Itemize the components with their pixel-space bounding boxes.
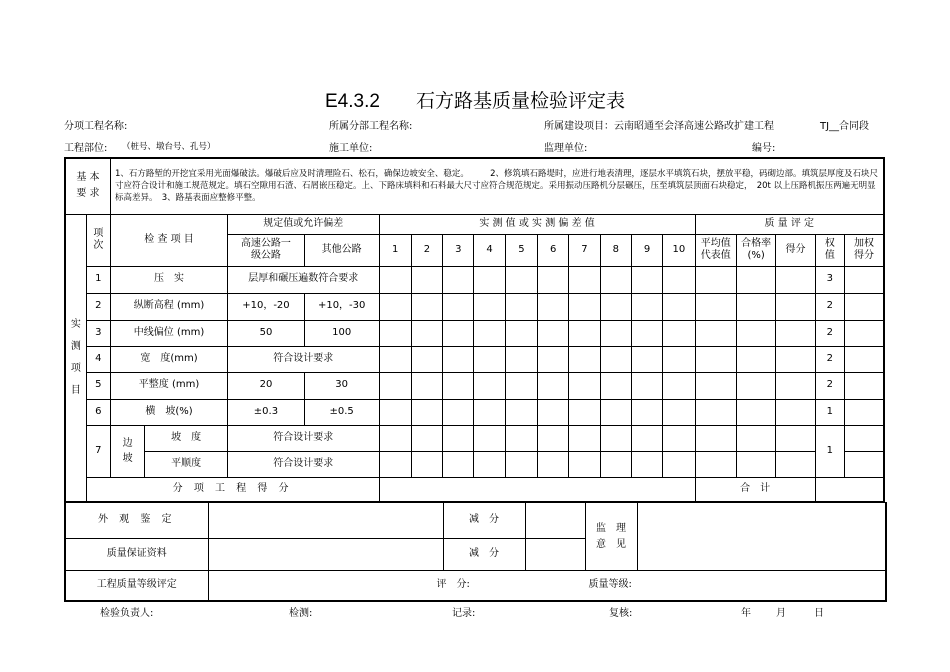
row-no: 6 bbox=[86, 399, 110, 425]
row-highway: 50 bbox=[228, 320, 305, 346]
row-other: 30 bbox=[304, 372, 379, 399]
division-label: 所属分部工程名称: bbox=[329, 121, 413, 132]
avg-header: 平均值代表值 bbox=[695, 234, 736, 266]
row-other: ±0.5 bbox=[304, 399, 379, 425]
evaluation-table bbox=[64, 502, 887, 602]
row-item: 纵断高程 (mm) bbox=[110, 293, 227, 320]
point-header: 2 bbox=[411, 234, 442, 266]
basic-req-label: 基 本 要 求 bbox=[65, 158, 110, 214]
contract-section: TJ__合同段 bbox=[820, 121, 870, 132]
pass-rate-header: 合格率(%) bbox=[736, 234, 775, 266]
quality-grade-label: 质量等级: bbox=[588, 579, 632, 590]
construction-project: 所属建设项目：云南昭通至会泽高速公路改扩建工程 bbox=[544, 121, 774, 132]
row-highway: 20 bbox=[228, 372, 305, 399]
page-title bbox=[0, 86, 950, 113]
point-header: 7 bbox=[569, 234, 600, 266]
deduct-label: 减 分 bbox=[443, 539, 525, 571]
row-item: 中线偏位 (mm) bbox=[110, 320, 227, 346]
row-spec: 符合设计要求 bbox=[228, 346, 379, 372]
test-label: 检测: bbox=[289, 608, 313, 619]
row-item: 宽 度(mm) bbox=[110, 346, 227, 372]
row-item: 平整度 (mm) bbox=[110, 372, 227, 399]
inspector-label: 检验负责人: bbox=[100, 608, 154, 619]
highway-header: 高速公路一级公路 bbox=[228, 234, 305, 266]
point-header: 6 bbox=[538, 234, 569, 266]
row-weight: 2 bbox=[815, 293, 844, 320]
month-label: 月 bbox=[776, 608, 786, 619]
grade-label: 工程质量等级评定 bbox=[65, 571, 208, 601]
row-item: 横 坡(%) bbox=[110, 399, 227, 425]
form-code: E4.3.2 bbox=[325, 91, 380, 112]
point-header: 1 bbox=[379, 234, 411, 266]
row-highway: ±0.3 bbox=[228, 399, 305, 425]
record-label: 记录: bbox=[452, 608, 476, 619]
measured-header: 实 测 值 或 实 测 偏 差 值 bbox=[379, 214, 695, 234]
supervisor-label: 监理单位: bbox=[544, 143, 588, 154]
row-item: 平顺度 bbox=[145, 451, 228, 477]
row-weight: 1 bbox=[815, 399, 844, 425]
row-weight: 2 bbox=[815, 320, 844, 346]
row-spec: 符合设计要求 bbox=[228, 451, 379, 477]
rating-label: 评 分: bbox=[436, 579, 470, 590]
check-item-header: 检 查 项 目 bbox=[110, 214, 227, 266]
weight-header: 权值 bbox=[815, 234, 844, 266]
point-header: 3 bbox=[443, 234, 474, 266]
other-road-header: 其他公路 bbox=[304, 234, 379, 266]
subtotal-label: 分 项 工 程 得 分 bbox=[86, 477, 379, 502]
spec-header: 规定值或允许偏差 bbox=[228, 214, 379, 234]
appearance-label: 外 观 鉴 定 bbox=[65, 503, 208, 539]
point-header: 8 bbox=[600, 234, 631, 266]
item-no-header: 项次 bbox=[86, 214, 110, 266]
location-hint: （桩号、墩台号、孔号） bbox=[122, 142, 216, 152]
review-label: 复核: bbox=[609, 608, 633, 619]
qa-docs-label: 质量保证资料 bbox=[65, 539, 208, 571]
contractor-label: 施工单位: bbox=[329, 143, 373, 154]
score-header: 得分 bbox=[776, 234, 815, 266]
total-label: 合 计 bbox=[695, 477, 815, 502]
sub-project-label: 分项工程名称: bbox=[64, 121, 128, 132]
weighted-header: 加权得分 bbox=[844, 234, 884, 266]
measured-items-label: 实 测 项 目 bbox=[65, 214, 86, 502]
point-header: 9 bbox=[631, 234, 662, 266]
row-no: 3 bbox=[86, 320, 110, 346]
location-label: 工程部位: bbox=[64, 143, 108, 154]
row-no: 5 bbox=[86, 372, 110, 399]
row-no: 7 bbox=[86, 425, 110, 477]
deduct-label: 减 分 bbox=[443, 503, 525, 539]
form-title: 石方路基质量检验评定表 bbox=[415, 90, 625, 112]
point-header: 4 bbox=[474, 234, 505, 266]
row-item: 坡 度 bbox=[145, 425, 228, 451]
row-no: 1 bbox=[86, 266, 110, 293]
point-header: 5 bbox=[505, 234, 537, 266]
supervision-label: 监 理意 见 bbox=[585, 503, 637, 571]
row-item: 压 实 bbox=[110, 266, 227, 293]
row-weight: 2 bbox=[815, 372, 844, 399]
row-other: 100 bbox=[304, 320, 379, 346]
row-no: 2 bbox=[86, 293, 110, 320]
grade-cell bbox=[208, 571, 886, 601]
day-label: 日 bbox=[814, 608, 824, 619]
row-highway: +10，-20 bbox=[228, 293, 305, 320]
year-label: 年 bbox=[741, 608, 751, 619]
point-header: 10 bbox=[663, 234, 695, 266]
row-spec: 层厚和碾压遍数符合要求 bbox=[228, 266, 379, 293]
quality-header: 质 量 评 定 bbox=[695, 214, 884, 234]
row-no: 4 bbox=[86, 346, 110, 372]
inspection-table bbox=[64, 157, 885, 503]
row-weight: 2 bbox=[815, 346, 844, 372]
row-spec: 符合设计要求 bbox=[228, 425, 379, 451]
basic-req-text: 1、石方路堑的开挖宜采用光面爆破法。爆破后应及时清理险石、松石，确保边坡安全、稳定。 2、修筑填石路堤时，应进行地表清理，逐层水平填筑石块，摆放平稳，码砌边部。填筑层厚度及石块尺寸应符合设计和施工规范规定。填石空隙用石渣、石屑嵌压稳定。上、下路床填料和石料最大尺寸应符合规范规定。采用振动压路机分层碾压，压至填筑层顶面石块稳定， 20t 以上压路机振压两遍无明显标高差异。 3、路基表面应整修平整。 bbox=[110, 158, 884, 214]
row-weight: 1 bbox=[815, 425, 844, 477]
row-weight: 3 bbox=[815, 266, 844, 293]
row-other: +10，-30 bbox=[304, 293, 379, 320]
number-label: 编号: bbox=[752, 143, 776, 154]
slope-group-label: 边坡 bbox=[110, 425, 144, 477]
